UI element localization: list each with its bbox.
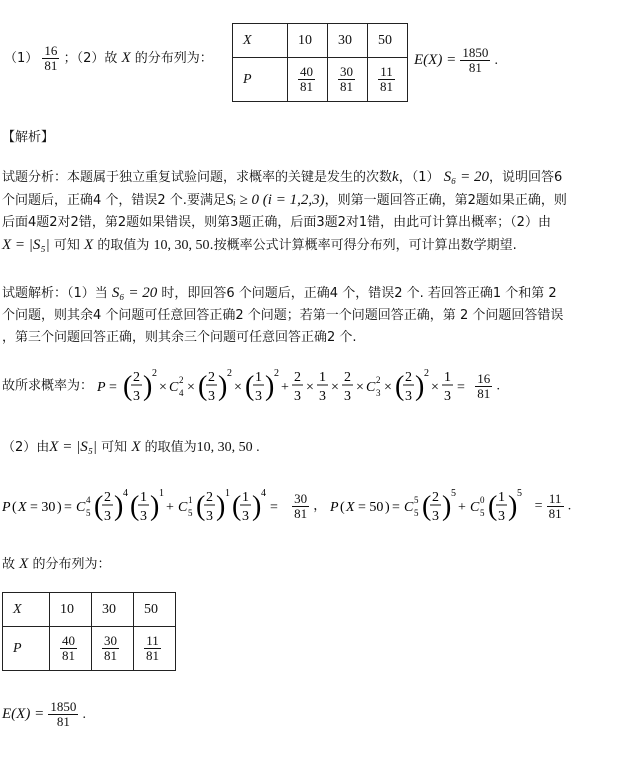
part1-prefix: （1）	[4, 51, 39, 66]
svg-text:): )	[508, 491, 518, 522]
svg-text:×: ×	[356, 380, 365, 395]
svg-text:X: X	[346, 500, 355, 515]
svg-text:=: =	[64, 500, 72, 515]
expectation-bottom-fraction: $\frac{1850}{81}$	[50, 699, 77, 729]
expectation-fraction: $\frac{1850}{81}$	[462, 45, 489, 75]
svg-text:): )	[385, 500, 391, 515]
table-header-x: X	[233, 24, 288, 58]
svg-text:3: 3	[444, 389, 452, 404]
svg-text:(: (	[12, 500, 17, 515]
svg-text:(: (	[232, 491, 242, 522]
table-row-p: P	[233, 58, 288, 102]
svg-text:): )	[143, 371, 153, 402]
svg-text:3: 3	[376, 388, 381, 398]
svg-text:(: (	[245, 371, 255, 402]
part1-separator: ；（2）故	[63, 51, 118, 66]
svg-text:×: ×	[384, 380, 393, 395]
variable-x: X	[121, 50, 131, 66]
svg-text:×: ×	[159, 380, 168, 395]
svg-text:2: 2	[424, 368, 430, 379]
svg-text:0: 0	[480, 495, 485, 505]
svg-text:): )	[57, 500, 62, 515]
svg-text:(: (	[198, 371, 208, 402]
part2-line: （2）由X = |S₅| 可知 X 的取值为10, 30, 50 .	[2, 439, 260, 455]
svg-text:=: =	[392, 500, 401, 515]
svg-text:5: 5	[188, 508, 193, 518]
svg-text:P: P	[97, 380, 106, 395]
svg-text:(: (	[123, 371, 133, 402]
svg-text:×: ×	[234, 380, 243, 395]
svg-text:3: 3	[133, 389, 141, 404]
svg-text:5: 5	[480, 508, 485, 518]
svg-text:+: +	[281, 380, 290, 395]
svg-text:1: 1	[255, 370, 263, 385]
svg-text:2: 2	[432, 490, 440, 505]
svg-text:): )	[265, 371, 275, 402]
prob-50: $\frac{11}{81}$	[380, 64, 393, 94]
svg-text:C: C	[404, 500, 414, 515]
prob-10-bottom: $\frac{40}{81}$	[62, 633, 75, 663]
table-header-30: 30	[328, 24, 368, 58]
probability-formula: 故所求概率为： P = ( 2 3 ) 2 × C 2 4 × ( 2 3 ) 2 × ( 1 3 ) 2 + 2 3 × 1 3 × 2 3 × C 2 3 × ( 2 3 ) 2 × 1 3 = $\frac{16}{81}$ .	[2, 364, 500, 408]
svg-text:2: 2	[206, 490, 213, 505]
svg-text:1: 1	[444, 370, 452, 385]
svg-text:(: (	[340, 500, 346, 515]
svg-text:+: +	[458, 500, 467, 515]
svg-text:5: 5	[414, 508, 419, 518]
svg-text:(: (	[422, 491, 432, 522]
svg-text:3: 3	[242, 509, 249, 524]
svg-text:4: 4	[86, 495, 91, 505]
svg-text:5: 5	[517, 488, 523, 499]
svg-text:4: 4	[123, 488, 128, 499]
svg-text:): )	[415, 371, 425, 402]
table-header-10: 10	[288, 24, 328, 58]
svg-text:1: 1	[140, 490, 147, 505]
svg-text:(: (	[130, 491, 140, 522]
svg-text:): )	[442, 491, 452, 522]
svg-text:1: 1	[242, 490, 249, 505]
svg-text:=: =	[109, 380, 118, 395]
svg-text:4: 4	[261, 488, 266, 499]
expectation-top: E(X) = $\frac{1850}{81}$ .	[414, 45, 498, 75]
formula-px50	[330, 484, 530, 528]
svg-text:3: 3	[294, 389, 302, 404]
svg-text:(: (	[395, 371, 405, 402]
svg-text:C: C	[470, 500, 480, 515]
svg-text:3: 3	[498, 509, 506, 524]
px-formulas: P ( X = 30 ) = C 4 5 ( 2 3 ) 4 ( 1 3 ) 1 + C 1 5 ( 2 3 ) 1 ( 1 3 ) 4 = $\frac{30}{81}$ ， P ( X = 50 ) = C 5 5 ( 2 3 ) 5 + C 0 5 ( 1 3 ) 5 = $\frac{11}{81}$ .	[2, 484, 571, 528]
svg-text:5: 5	[451, 488, 457, 499]
svg-text:2: 2	[405, 370, 413, 385]
svg-text:): )	[114, 491, 124, 522]
svg-text:(: (	[488, 491, 498, 522]
svg-text:): )	[150, 491, 160, 522]
formula-p-main	[97, 364, 497, 408]
svg-text:C: C	[178, 500, 188, 515]
svg-text:3: 3	[319, 389, 327, 404]
px50-result: $\frac{11}{81}$	[548, 490, 562, 521]
svg-text:1: 1	[225, 488, 230, 499]
svg-text:2: 2	[208, 370, 216, 385]
svg-text:1: 1	[188, 495, 193, 505]
svg-text:2: 2	[179, 375, 184, 385]
svg-text:4: 4	[179, 388, 184, 398]
answer-line	[4, 44, 213, 73]
prob-50-bottom: $\frac{11}{81}$	[146, 633, 159, 663]
table-header-50: 50	[368, 24, 408, 58]
svg-text:1: 1	[159, 488, 164, 499]
svg-text:3: 3	[104, 509, 111, 524]
prob-30: $\frac{30}{81}$	[340, 64, 353, 94]
svg-text:2: 2	[152, 368, 158, 379]
svg-text:2: 2	[344, 370, 352, 385]
svg-text:2: 2	[274, 368, 280, 379]
svg-text:): )	[218, 371, 228, 402]
svg-text:2: 2	[376, 375, 381, 385]
svg-text:3: 3	[344, 389, 352, 404]
dist-text: 的分布列为：	[134, 51, 213, 66]
formula-px30	[2, 484, 302, 528]
svg-text:C: C	[169, 380, 179, 395]
svg-text:= 30: = 30	[30, 500, 56, 515]
svg-text:P: P	[330, 500, 339, 515]
svg-text:3: 3	[405, 389, 413, 404]
svg-text:1: 1	[498, 490, 506, 505]
svg-text:=: =	[270, 500, 278, 515]
svg-text:C: C	[76, 500, 86, 515]
part1-fraction: $\frac{16}{81}$	[44, 43, 58, 73]
analysis-heading: 【解析】	[2, 130, 55, 145]
svg-text:2: 2	[133, 370, 141, 385]
svg-text:3: 3	[206, 509, 213, 524]
svg-text:5: 5	[414, 495, 419, 505]
svg-text:=: =	[457, 380, 466, 395]
svg-text:3: 3	[432, 509, 440, 524]
svg-text:5: 5	[86, 508, 91, 518]
svg-text:3: 3	[255, 389, 263, 404]
svg-text:2: 2	[294, 370, 302, 385]
dist-intro: 故 X 的分布列为：	[2, 556, 111, 572]
svg-text:1: 1	[319, 370, 327, 385]
svg-text:): )	[216, 491, 226, 522]
probability-result: $\frac{16}{81}$	[477, 370, 491, 401]
svg-text:X: X	[18, 500, 27, 515]
px30-result: $\frac{30}{81}$	[294, 490, 308, 521]
svg-text:+: +	[166, 500, 174, 515]
analysis-paragraph: 试题分析：本题属于独立重复试验问题，求概率的关键是发生的次数k，（1） S₆ = 20，说明回答6 个问题后，正确4 个，错误2 个.要满足Sᵢ ≥ 0 (i = 1,2,3)，则第一题回答正确，第2题如果正确，则 后面4题2对2错，第2题如果错误，则第3题正确，后面3题2对1错，由此可计算出概率；（2）由 X = |S₅| 可知 X 的取值为 10, 30, 50.按概率公式计算概率可得分布列，可计算出数学期望.	[2, 169, 567, 253]
svg-text:(: (	[94, 491, 104, 522]
svg-text:): )	[252, 491, 262, 522]
svg-text:2: 2	[104, 490, 111, 505]
svg-text:P: P	[2, 500, 11, 515]
svg-text:(: (	[196, 491, 206, 522]
expectation-bottom: E(X) = $\frac{1850}{81}$ .	[2, 699, 86, 729]
svg-text:2: 2	[227, 368, 233, 379]
svg-text:×: ×	[306, 380, 315, 395]
distribution-table-top	[232, 23, 408, 102]
prob-10: $\frac{40}{81}$	[300, 64, 313, 94]
solution-paragraph: 试题解析：（1）当 S₆ = 20 时，即回答6 个问题后，正确4 个，错误2 个. 若回答正确1 个和第 2 个问题，则其余4 个问题可任意回答正确2 个问题；若第一个问题回答正确，第 2 个问题回答错误 ，第三个问题回答正确，则其余三个问题可任意回答正确2 个.	[2, 285, 564, 345]
distribution-table-bottom: X 10 30 50 P $\frac{40}{81}$ $\frac{30}{81}$ $\frac{11}{81}$	[2, 592, 176, 671]
svg-text:×: ×	[187, 380, 196, 395]
svg-text:×: ×	[331, 380, 340, 395]
svg-text:3: 3	[140, 509, 147, 524]
svg-text:3: 3	[208, 389, 216, 404]
svg-text:C: C	[366, 380, 376, 395]
svg-text:= 50: = 50	[358, 500, 384, 515]
prob-30-bottom: $\frac{30}{81}$	[104, 633, 117, 663]
svg-text:×: ×	[431, 380, 440, 395]
